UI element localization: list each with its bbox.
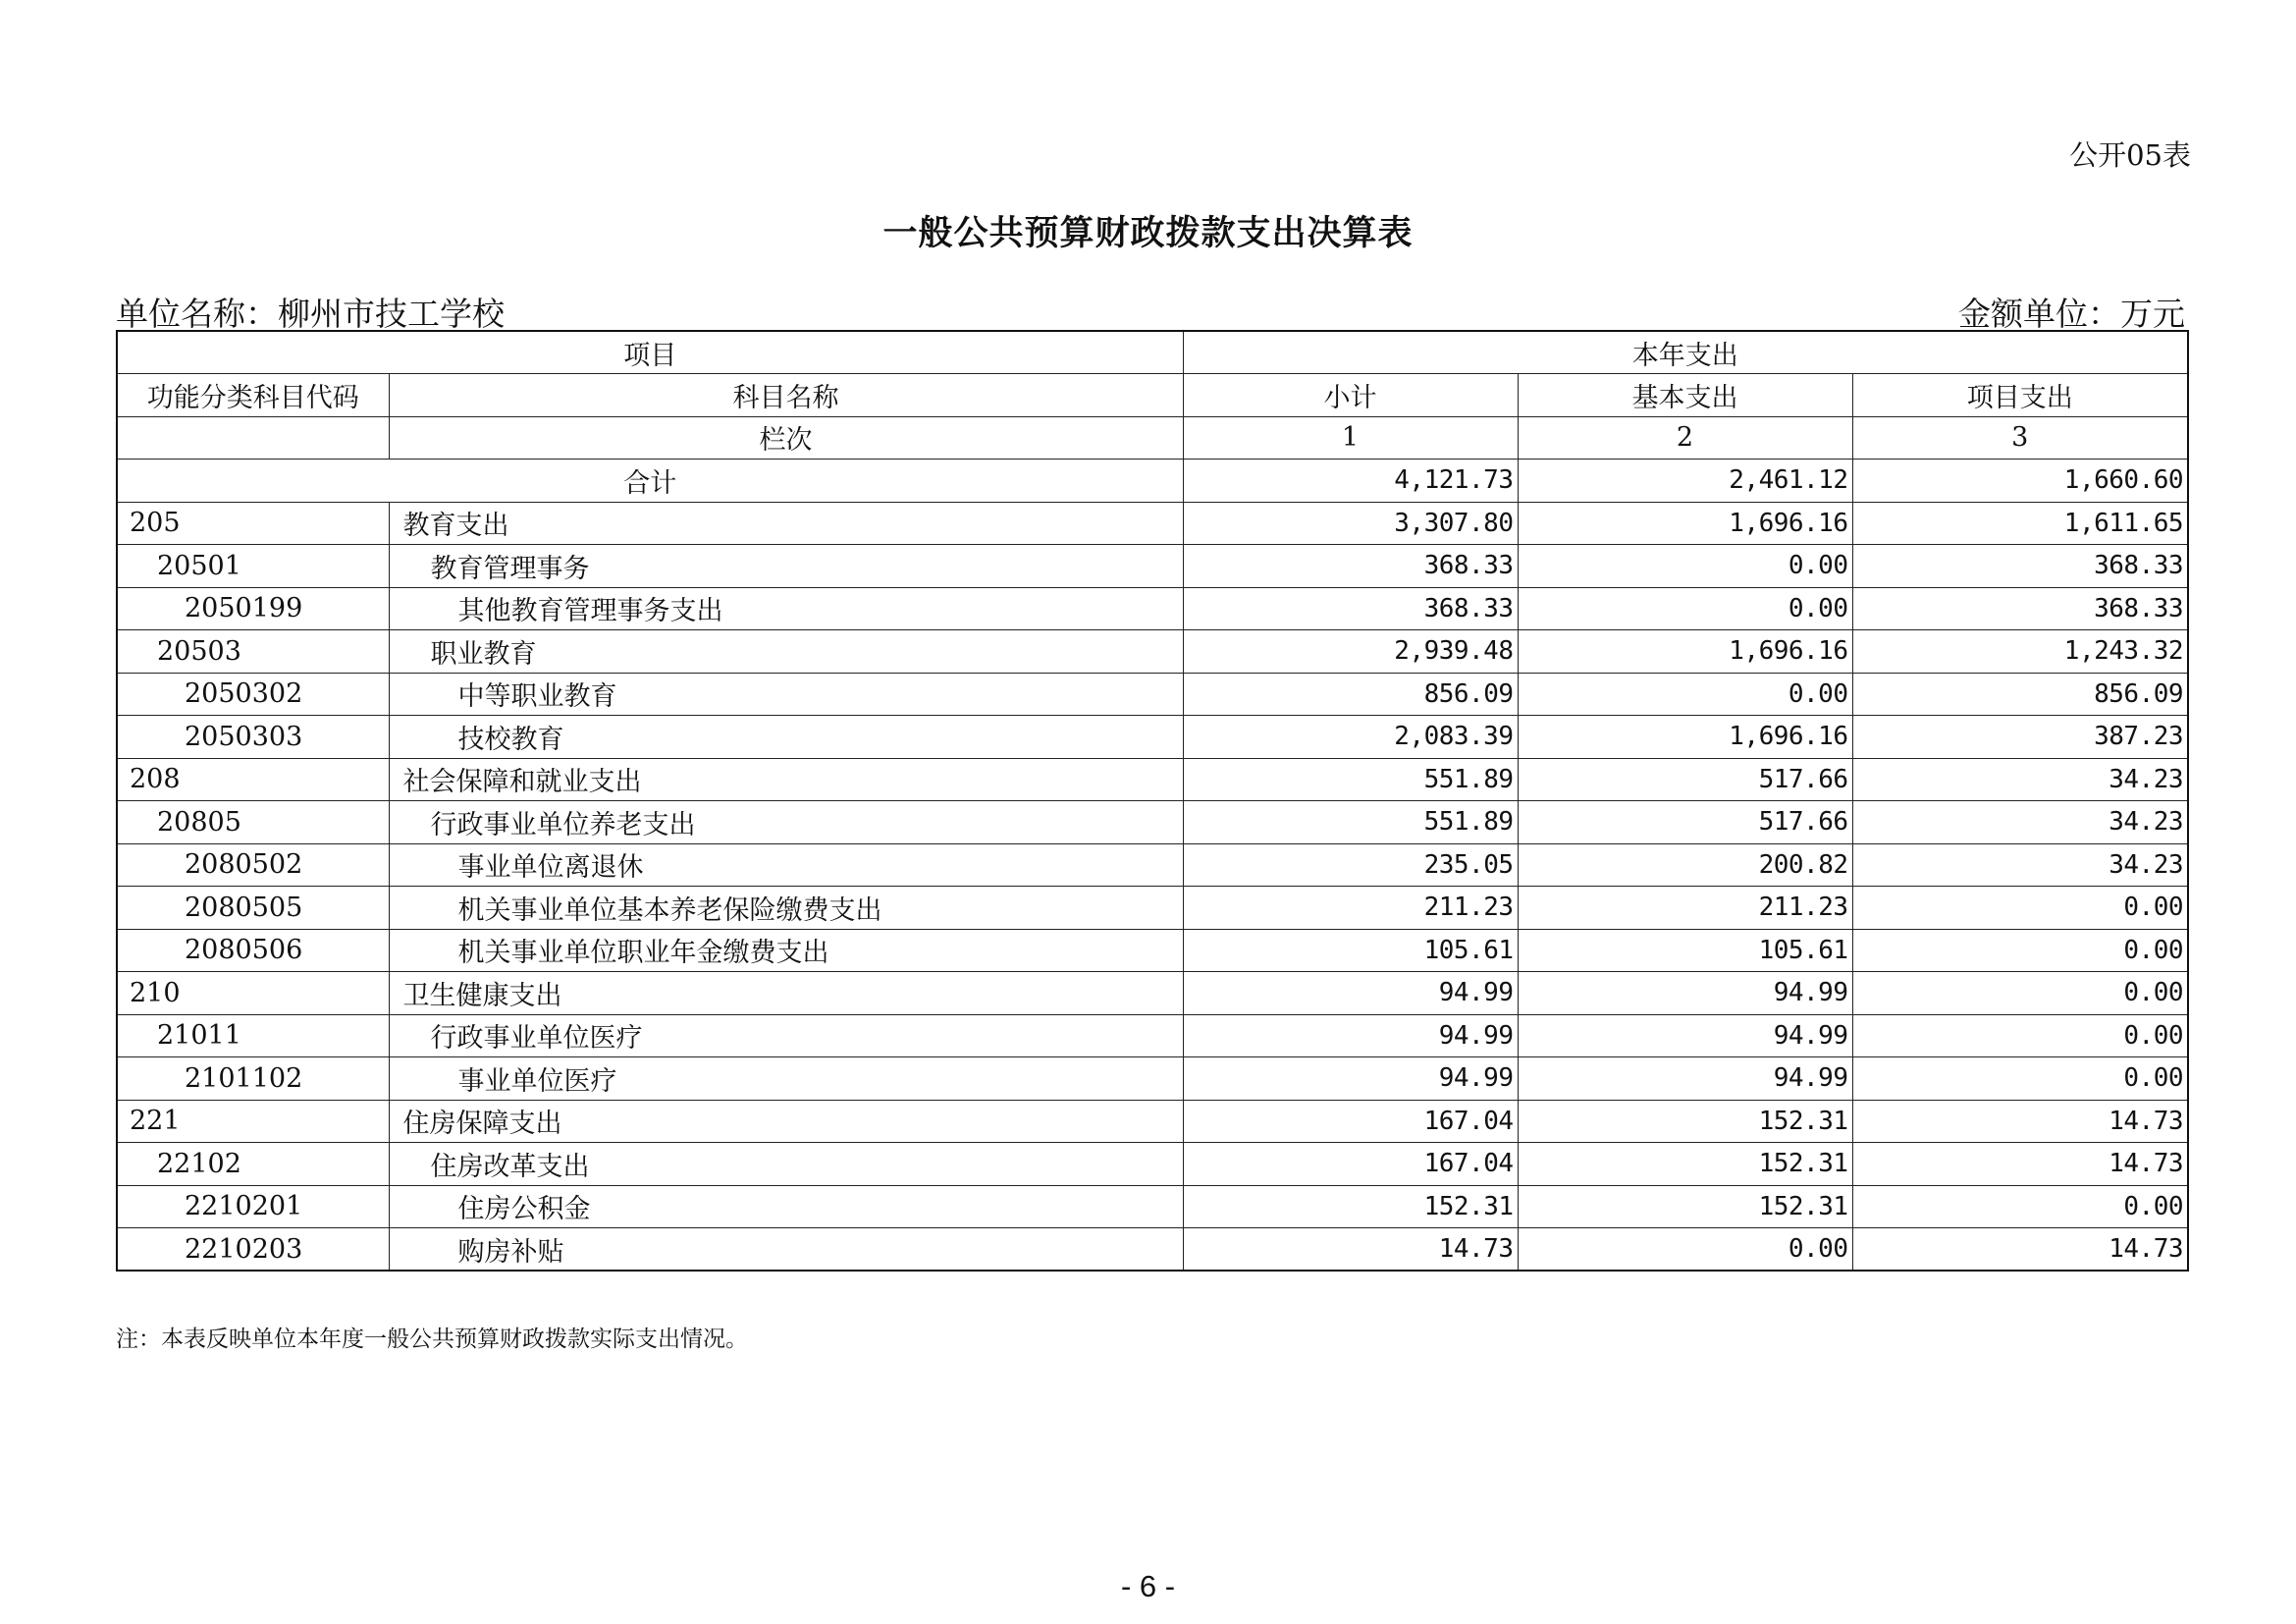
header-col-3: 3	[1852, 416, 2188, 460]
subject-code: 208	[117, 758, 389, 801]
header-column-no: 栏次	[389, 416, 1183, 460]
basic-cell: 1,696.16	[1518, 502, 1852, 545]
table-row	[117, 843, 2188, 887]
basic-cell: 0.00	[1518, 1228, 1852, 1272]
table-row	[117, 673, 2188, 716]
basic-cell: 0.00	[1518, 673, 1852, 716]
project-cell: 34.23	[1852, 758, 2188, 801]
project-cell: 14.73	[1852, 1143, 2188, 1186]
header-subtotal: 小计	[1183, 374, 1518, 417]
total-subtotal: 4,121.73	[1183, 460, 1518, 503]
project-cell: 34.23	[1852, 843, 2188, 887]
basic-cell: 200.82	[1518, 843, 1852, 887]
subject-name: 机关事业单位职业年金缴费支出	[389, 929, 1183, 972]
subject-code: 2050303	[117, 716, 389, 759]
table-row	[117, 887, 2188, 930]
table-row	[117, 1185, 2188, 1228]
basic-cell: 0.00	[1518, 545, 1852, 588]
subject-code: 2080505	[117, 887, 389, 930]
subject-name: 行政事业单位医疗	[389, 1014, 1183, 1057]
subject-name: 住房保障支出	[389, 1100, 1183, 1143]
subtotal-cell: 152.31	[1183, 1185, 1518, 1228]
table-row	[117, 1228, 2188, 1272]
basic-cell: 152.31	[1518, 1100, 1852, 1143]
table-row	[117, 502, 2188, 545]
project-cell: 14.73	[1852, 1228, 2188, 1272]
subject-name: 事业单位医疗	[389, 1057, 1183, 1101]
subject-code: 20805	[117, 801, 389, 844]
subtotal-cell: 167.04	[1183, 1100, 1518, 1143]
subtotal-cell: 211.23	[1183, 887, 1518, 930]
subject-name: 教育支出	[389, 502, 1183, 545]
subject-code: 2080506	[117, 929, 389, 972]
subtotal-cell: 94.99	[1183, 972, 1518, 1015]
total-label: 合计	[117, 460, 1183, 503]
basic-cell: 517.66	[1518, 801, 1852, 844]
subject-name: 事业单位离退休	[389, 843, 1183, 887]
subject-name: 教育管理事务	[389, 545, 1183, 588]
project-cell: 14.73	[1852, 1100, 2188, 1143]
page-title: 一般公共预算财政拨款支出决算表	[882, 214, 1414, 253]
table-row	[117, 716, 2188, 759]
header-row-1	[117, 331, 2188, 374]
subtotal-cell: 94.99	[1183, 1014, 1518, 1057]
subject-name: 住房改革支出	[389, 1143, 1183, 1186]
subtotal-cell: 368.33	[1183, 587, 1518, 630]
subtotal-cell: 235.05	[1183, 843, 1518, 887]
basic-cell: 1,696.16	[1518, 716, 1852, 759]
project-cell: 0.00	[1852, 929, 2188, 972]
subtotal-cell: 14.73	[1183, 1228, 1518, 1272]
meta-line	[116, 289, 2185, 335]
subject-code: 22102	[117, 1143, 389, 1186]
header-name: 科目名称	[389, 374, 1183, 417]
project-cell: 0.00	[1852, 1185, 2188, 1228]
project-cell: 368.33	[1852, 545, 2188, 588]
table-row	[117, 929, 2188, 972]
basic-cell: 94.99	[1518, 972, 1852, 1015]
subject-code: 2080502	[117, 843, 389, 887]
form-number: 公开05表	[2069, 138, 2191, 172]
expenditure-table	[116, 330, 2189, 1272]
table-row	[117, 545, 2188, 588]
project-cell: 0.00	[1852, 887, 2188, 930]
project-cell: 1,243.32	[1852, 630, 2188, 674]
subject-code: 20503	[117, 630, 389, 674]
table-row	[117, 1143, 2188, 1186]
subject-name: 住房公积金	[389, 1185, 1183, 1228]
project-cell: 387.23	[1852, 716, 2188, 759]
subtotal-cell: 167.04	[1183, 1143, 1518, 1186]
subject-code: 2101102	[117, 1057, 389, 1101]
subtotal-cell: 105.61	[1183, 929, 1518, 972]
project-cell: 0.00	[1852, 972, 2188, 1015]
subtotal-cell: 368.33	[1183, 545, 1518, 588]
subtotal-cell: 2,939.48	[1183, 630, 1518, 674]
page-number: - 6 -	[1120, 1569, 1176, 1603]
project-cell: 368.33	[1852, 587, 2188, 630]
subject-name: 技校教育	[389, 716, 1183, 759]
total-row	[117, 460, 2188, 503]
header-code: 功能分类科目代码	[117, 374, 389, 417]
subject-code: 2050302	[117, 673, 389, 716]
basic-cell: 94.99	[1518, 1014, 1852, 1057]
basic-cell: 1,696.16	[1518, 630, 1852, 674]
subtotal-cell: 551.89	[1183, 801, 1518, 844]
header-current-year: 本年支出	[1183, 331, 2188, 374]
subtotal-cell: 2,083.39	[1183, 716, 1518, 759]
subject-name: 中等职业教育	[389, 673, 1183, 716]
table-row	[117, 801, 2188, 844]
header-basic: 基本支出	[1518, 374, 1852, 417]
subtotal-cell: 94.99	[1183, 1057, 1518, 1101]
subject-code: 2050199	[117, 587, 389, 630]
table-row	[117, 1014, 2188, 1057]
subject-code: 21011	[117, 1014, 389, 1057]
basic-cell: 105.61	[1518, 929, 1852, 972]
table-row	[117, 630, 2188, 674]
project-cell: 1,611.65	[1852, 502, 2188, 545]
header-row-3	[117, 416, 2188, 460]
subject-code: 2210203	[117, 1228, 389, 1272]
basic-cell: 94.99	[1518, 1057, 1852, 1101]
subject-code: 20501	[117, 545, 389, 588]
subject-code: 210	[117, 972, 389, 1015]
project-cell: 34.23	[1852, 801, 2188, 844]
basic-cell: 152.31	[1518, 1143, 1852, 1186]
table-note: 注：本表反映单位本年度一般公共预算财政拨款实际支出情况。	[116, 1326, 748, 1352]
basic-cell: 211.23	[1518, 887, 1852, 930]
table-row	[117, 758, 2188, 801]
subject-code: 2210201	[117, 1185, 389, 1228]
table-row	[117, 587, 2188, 630]
basic-cell: 152.31	[1518, 1185, 1852, 1228]
basic-cell: 517.66	[1518, 758, 1852, 801]
header-blank	[117, 416, 389, 460]
total-project: 1,660.60	[1852, 460, 2188, 503]
unit-name: 单位名称：柳州市技工学校	[116, 295, 505, 333]
subject-name: 社会保障和就业支出	[389, 758, 1183, 801]
header-row-2	[117, 374, 2188, 417]
subject-name: 卫生健康支出	[389, 972, 1183, 1015]
table-row	[117, 972, 2188, 1015]
total-basic: 2,461.12	[1518, 460, 1852, 503]
header-project-expense: 项目支出	[1852, 374, 2188, 417]
project-cell: 0.00	[1852, 1057, 2188, 1101]
project-cell: 0.00	[1852, 1014, 2188, 1057]
header-project: 项目	[117, 331, 1183, 374]
subject-name: 职业教育	[389, 630, 1183, 674]
subject-name: 机关事业单位基本养老保险缴费支出	[389, 887, 1183, 930]
subject-code: 221	[117, 1100, 389, 1143]
subtotal-cell: 856.09	[1183, 673, 1518, 716]
subject-name: 其他教育管理事务支出	[389, 587, 1183, 630]
subject-code: 205	[117, 502, 389, 545]
subtotal-cell: 3,307.80	[1183, 502, 1518, 545]
project-cell: 856.09	[1852, 673, 2188, 716]
header-col-1: 1	[1183, 416, 1518, 460]
subject-name: 购房补贴	[389, 1228, 1183, 1272]
amount-unit: 金额单位：万元	[1958, 295, 2185, 333]
subject-name: 行政事业单位养老支出	[389, 801, 1183, 844]
table-row	[117, 1057, 2188, 1101]
header-col-2: 2	[1518, 416, 1852, 460]
subtotal-cell: 551.89	[1183, 758, 1518, 801]
basic-cell: 0.00	[1518, 587, 1852, 630]
table-row	[117, 1100, 2188, 1143]
